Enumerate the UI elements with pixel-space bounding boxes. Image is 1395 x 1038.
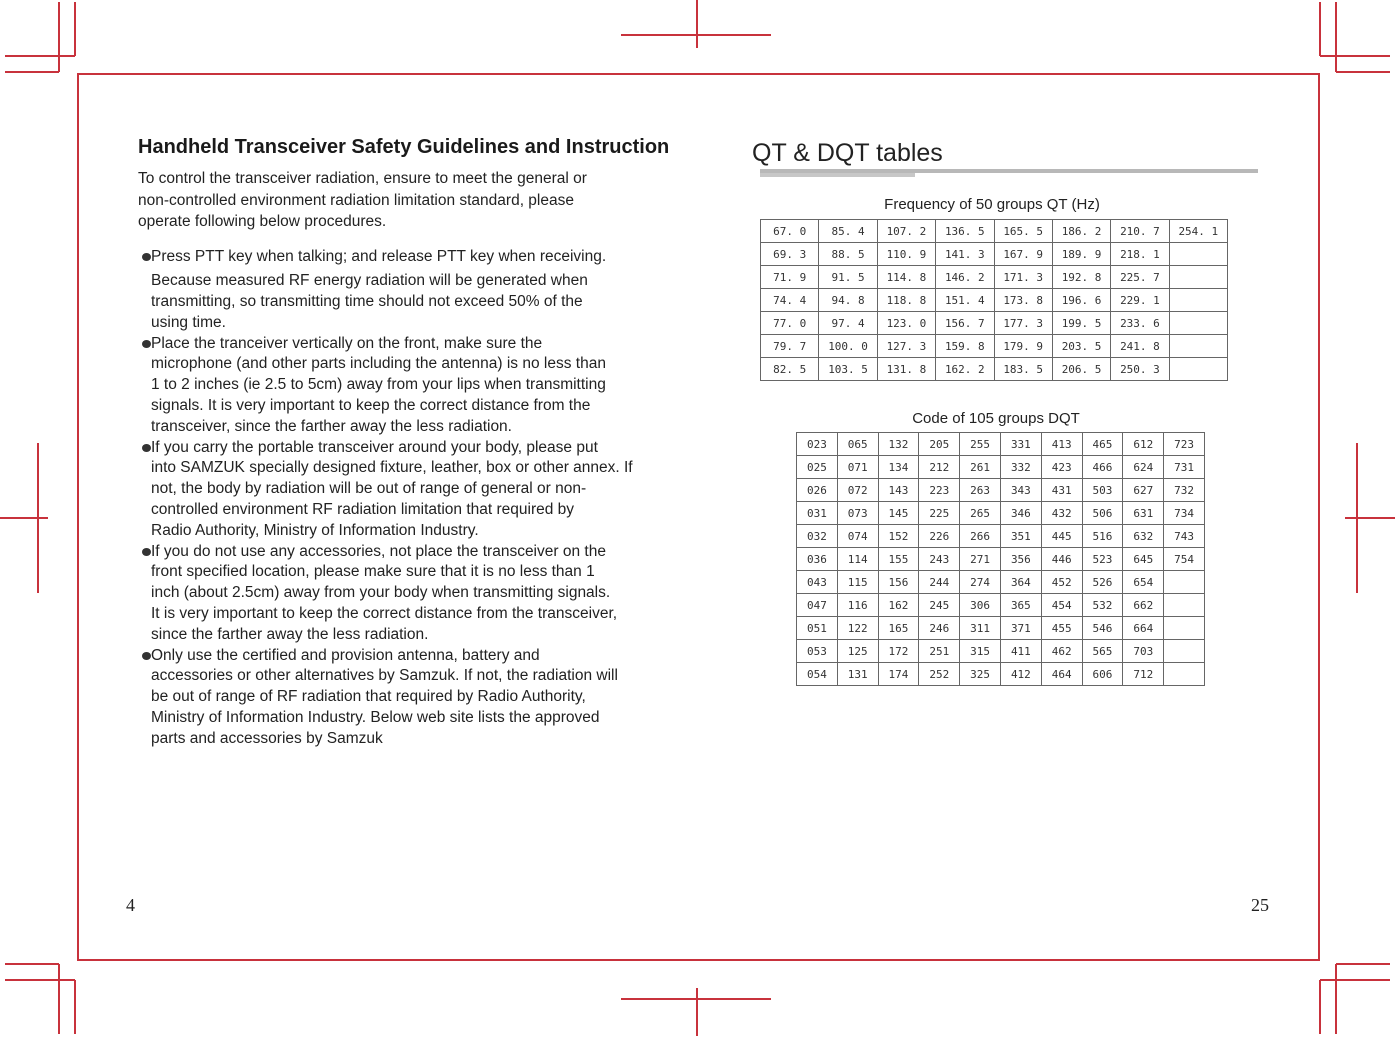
bullet-icon	[142, 253, 151, 261]
table-cell: 251	[919, 640, 960, 663]
table-cell: 054	[797, 663, 838, 686]
table-cell: 172	[878, 640, 919, 663]
table-cell: 212	[919, 456, 960, 479]
guideline-list	[138, 247, 683, 750]
guideline-line: It is very important to keep the correct distance from the transceiver,	[151, 605, 618, 623]
table-cell: 252	[919, 663, 960, 686]
table-cell: 162. 2	[936, 358, 994, 381]
guideline-line: Because measured RF energy radiation will be generated when	[151, 272, 588, 290]
guideline-line: not, the body by radiation will be out of range of general or non-	[151, 480, 587, 498]
table-cell: 132	[878, 433, 919, 456]
table-cell: 306	[960, 594, 1001, 617]
table-cell: 565	[1082, 640, 1123, 663]
table-cell: 245	[919, 594, 960, 617]
table-row	[797, 502, 1205, 525]
guideline-item	[138, 334, 683, 438]
table-cell: 205	[919, 433, 960, 456]
table-cell: 145	[878, 502, 919, 525]
guideline-line: front specified location, please make sure that it is no less than 1	[151, 563, 595, 581]
guideline-item	[138, 438, 683, 542]
table-cell: 526	[1082, 571, 1123, 594]
table-cell: 127. 3	[877, 335, 935, 358]
table-cell: 712	[1123, 663, 1164, 686]
guideline-line: Radio Authority, Ministry of Information Industry.	[151, 521, 479, 539]
right-page-number: 25	[1251, 895, 1269, 915]
intro-paragraph	[138, 168, 683, 233]
guideline-line: 1 to 2 inches (ie 2.5 to 5cm) away from your lips when transmitting	[151, 376, 606, 394]
table-cell: 131	[837, 663, 878, 686]
table-cell: 266	[960, 525, 1001, 548]
table-cell: 261	[960, 456, 1001, 479]
table-cell: 331	[1000, 433, 1041, 456]
table-cell: 103. 5	[819, 358, 877, 381]
table-cell: 503	[1082, 479, 1123, 502]
table-cell: 151. 4	[936, 289, 994, 312]
table-cell: 244	[919, 571, 960, 594]
table-cell: 053	[797, 640, 838, 663]
guideline-line: transceiver, since the farther away the less radiation.	[151, 417, 512, 435]
table-cell: 122	[837, 617, 878, 640]
table-cell: 131. 8	[877, 358, 935, 381]
table-cell: 071	[837, 456, 878, 479]
table-cell: 455	[1041, 617, 1082, 640]
table-cell: 218. 1	[1111, 243, 1169, 266]
section-title: Handheld Transceiver Safety Guidelines and Instruction	[138, 136, 670, 158]
table-cell: 454	[1041, 594, 1082, 617]
table-cell: 432	[1041, 502, 1082, 525]
table-cell: 116	[837, 594, 878, 617]
table-cell: 023	[797, 433, 838, 456]
table-cell: 506	[1082, 502, 1123, 525]
table-cell: 734	[1164, 502, 1205, 525]
table-cell: 71. 9	[761, 266, 819, 289]
table-cell: 612	[1123, 433, 1164, 456]
table-cell: 532	[1082, 594, 1123, 617]
table-cell: 241. 8	[1111, 335, 1169, 358]
table-row	[797, 594, 1205, 617]
table-cell: 94. 8	[819, 289, 877, 312]
table-cell: 411	[1000, 640, 1041, 663]
table-cell: 631	[1123, 502, 1164, 525]
table-cell	[1169, 312, 1227, 335]
table-cell: 624	[1123, 456, 1164, 479]
table-cell: 074	[837, 525, 878, 548]
table-cell: 97. 4	[819, 312, 877, 335]
guideline-line: inch (about 2.5cm) away from your body when transmitting signals.	[151, 584, 611, 602]
table-cell	[1169, 335, 1227, 358]
table-row	[797, 663, 1205, 686]
table-cell: 413	[1041, 433, 1082, 456]
table-cell: 274	[960, 571, 1001, 594]
table-cell: 125	[837, 640, 878, 663]
table-cell: 632	[1123, 525, 1164, 548]
qt-table-caption: Frequency of 50 groups QT (Hz)	[884, 196, 1100, 213]
table-cell	[1164, 640, 1205, 663]
table-cell: 654	[1123, 571, 1164, 594]
table-cell: 171. 3	[994, 266, 1052, 289]
table-cell: 025	[797, 456, 838, 479]
table-cell: 79. 7	[761, 335, 819, 358]
table-cell: 462	[1041, 640, 1082, 663]
table-cell: 431	[1041, 479, 1082, 502]
table-cell: 69. 3	[761, 243, 819, 266]
table-cell: 243	[919, 548, 960, 571]
table-cell	[1169, 243, 1227, 266]
table-cell: 072	[837, 479, 878, 502]
intro-line: operate following below procedures.	[138, 213, 387, 230]
table-cell: 246	[919, 617, 960, 640]
table-cell	[1164, 594, 1205, 617]
table-cell: 88. 5	[819, 243, 877, 266]
table-row	[797, 640, 1205, 663]
table-cell: 192. 8	[1052, 266, 1110, 289]
table-cell: 516	[1082, 525, 1123, 548]
table-cell: 186. 2	[1052, 220, 1110, 243]
table-cell: 110. 9	[877, 243, 935, 266]
table-cell: 263	[960, 479, 1001, 502]
table-cell: 174	[878, 663, 919, 686]
table-cell: 265	[960, 502, 1001, 525]
guideline-line: accessories or other alternatives by Samzuk. If not, the radiation will	[151, 667, 618, 685]
guideline-line: microphone (and other parts including the antenna) is no less than	[151, 355, 606, 373]
dqt-table-caption: Code of 105 groups DQT	[912, 410, 1080, 427]
table-row	[797, 525, 1205, 548]
guideline-line: using time.	[151, 313, 226, 331]
intro-line: To control the transceiver radiation, ensure to meet the general or	[138, 170, 587, 187]
table-cell: 156	[878, 571, 919, 594]
table-row	[797, 571, 1205, 594]
table-cell: 143	[878, 479, 919, 502]
table-cell: 446	[1041, 548, 1082, 571]
table-cell: 606	[1082, 663, 1123, 686]
table-cell: 134	[878, 456, 919, 479]
table-row	[761, 289, 1228, 312]
table-cell	[1169, 358, 1227, 381]
table-cell: 723	[1164, 433, 1205, 456]
table-cell: 731	[1164, 456, 1205, 479]
table-cell: 465	[1082, 433, 1123, 456]
qt-frequency-table	[760, 219, 1228, 381]
guideline-line: signals. It is very important to keep the correct distance from the	[151, 397, 591, 415]
table-cell: 156. 7	[936, 312, 994, 335]
table-cell: 118. 8	[877, 289, 935, 312]
table-cell	[1164, 617, 1205, 640]
table-cell: 123. 0	[877, 312, 935, 335]
table-cell: 743	[1164, 525, 1205, 548]
table-cell: 155	[878, 548, 919, 571]
table-cell: 645	[1123, 548, 1164, 571]
bullet-icon	[142, 652, 151, 660]
table-cell: 210. 7	[1111, 220, 1169, 243]
table-cell: 177. 3	[994, 312, 1052, 335]
table-cell: 073	[837, 502, 878, 525]
table-cell: 146. 2	[936, 266, 994, 289]
table-cell: 466	[1082, 456, 1123, 479]
table-cell	[1164, 571, 1205, 594]
guideline-line: Only use the certified and provision antenna, battery and	[151, 646, 540, 664]
table-cell: 179. 9	[994, 335, 1052, 358]
table-cell	[1169, 289, 1227, 312]
table-row	[761, 220, 1228, 243]
table-cell: 662	[1123, 594, 1164, 617]
table-cell: 225. 7	[1111, 266, 1169, 289]
table-cell: 225	[919, 502, 960, 525]
table-cell: 233. 6	[1111, 312, 1169, 335]
table-cell: 136. 5	[936, 220, 994, 243]
table-cell: 165	[878, 617, 919, 640]
table-cell: 203. 5	[1052, 335, 1110, 358]
table-cell: 152	[878, 525, 919, 548]
table-cell: 229. 1	[1111, 289, 1169, 312]
table-cell: 167. 9	[994, 243, 1052, 266]
table-cell: 223	[919, 479, 960, 502]
table-cell: 051	[797, 617, 838, 640]
table-row	[797, 433, 1205, 456]
intro-line: non-controlled environment radiation limitation standard, please	[138, 191, 574, 209]
table-cell: 356	[1000, 548, 1041, 571]
table-row	[797, 617, 1205, 640]
table-cell: 77. 0	[761, 312, 819, 335]
table-cell: 162	[878, 594, 919, 617]
table-cell: 031	[797, 502, 838, 525]
table-row	[797, 548, 1205, 571]
table-cell: 371	[1000, 617, 1041, 640]
table-cell: 206. 5	[1052, 358, 1110, 381]
table-cell: 032	[797, 525, 838, 548]
table-cell: 664	[1123, 617, 1164, 640]
guideline-line: Ministry of Information Industry. Below web site lists the approved	[151, 709, 600, 727]
table-row	[797, 479, 1205, 502]
table-cell: 546	[1082, 617, 1123, 640]
table-cell: 364	[1000, 571, 1041, 594]
guideline-line: Place the tranceiver vertically on the front, make sure the	[151, 334, 543, 352]
guideline-item	[138, 646, 683, 750]
dqt-code-table	[796, 432, 1205, 686]
table-cell: 464	[1041, 663, 1082, 686]
guideline-item	[138, 247, 683, 334]
table-cell: 196. 6	[1052, 289, 1110, 312]
bullet-icon	[142, 340, 151, 348]
guideline-line: be out of range of RF radiation that required by Radio Authority,	[151, 688, 586, 706]
table-cell: 311	[960, 617, 1001, 640]
table-cell: 114. 8	[877, 266, 935, 289]
table-cell: 100. 0	[819, 335, 877, 358]
table-row	[761, 358, 1228, 381]
table-cell: 332	[1000, 456, 1041, 479]
tables-title: QT & DQT tables	[752, 139, 943, 167]
guideline-line: If you do not use any accessories, not place the transceiver on the	[151, 542, 606, 560]
table-cell: 523	[1082, 548, 1123, 571]
table-cell: 115	[837, 571, 878, 594]
table-cell: 627	[1123, 479, 1164, 502]
table-cell: 255	[960, 433, 1001, 456]
table-cell: 107. 2	[877, 220, 935, 243]
table-row	[797, 456, 1205, 479]
guideline-line: into SAMZUK specially designed fixture, leather, box or other annex. If	[151, 459, 633, 477]
safety-guidelines-section	[138, 135, 683, 750]
table-cell: 351	[1000, 525, 1041, 548]
guideline-line: transmitting, so transmitting time should not exceed 50% of the	[151, 293, 583, 311]
table-cell: 173. 8	[994, 289, 1052, 312]
table-cell: 159. 8	[936, 335, 994, 358]
table-cell: 047	[797, 594, 838, 617]
table-cell: 325	[960, 663, 1001, 686]
table-cell: 043	[797, 571, 838, 594]
table-cell: 754	[1164, 548, 1205, 571]
left-page-number: 4	[126, 895, 135, 915]
guideline-line: since the farther away the less radiation.	[151, 625, 429, 643]
guideline-line: Press PTT key when talking; and release PTT key when receiving.	[151, 247, 607, 265]
table-cell: 67. 0	[761, 220, 819, 243]
table-cell: 026	[797, 479, 838, 502]
table-cell: 271	[960, 548, 1001, 571]
table-cell: 732	[1164, 479, 1205, 502]
table-row	[761, 312, 1228, 335]
table-cell: 199. 5	[1052, 312, 1110, 335]
table-cell: 165. 5	[994, 220, 1052, 243]
table-cell	[1169, 266, 1227, 289]
guideline-line: parts and accessories by Samzuk	[151, 729, 383, 747]
table-cell: 250. 3	[1111, 358, 1169, 381]
table-row	[761, 266, 1228, 289]
table-row	[761, 335, 1228, 358]
guideline-line: If you carry the portable transceiver around your body, please put	[151, 438, 598, 456]
table-cell: 141. 3	[936, 243, 994, 266]
table-cell: 445	[1041, 525, 1082, 548]
table-cell: 85. 4	[819, 220, 877, 243]
table-cell: 189. 9	[1052, 243, 1110, 266]
table-cell: 365	[1000, 594, 1041, 617]
table-cell: 226	[919, 525, 960, 548]
table-cell: 065	[837, 433, 878, 456]
table-row	[761, 243, 1228, 266]
table-cell: 114	[837, 548, 878, 571]
table-cell: 183. 5	[994, 358, 1052, 381]
bullet-icon	[142, 548, 151, 556]
table-cell: 82. 5	[761, 358, 819, 381]
title-underline	[760, 169, 1258, 173]
table-cell: 423	[1041, 456, 1082, 479]
table-cell: 343	[1000, 479, 1041, 502]
table-cell: 74. 4	[761, 289, 819, 312]
table-cell: 315	[960, 640, 1001, 663]
table-cell: 91. 5	[819, 266, 877, 289]
table-cell: 254. 1	[1169, 220, 1227, 243]
bullet-icon	[142, 444, 151, 452]
guideline-item	[138, 542, 683, 646]
table-cell: 703	[1123, 640, 1164, 663]
table-cell	[1164, 663, 1205, 686]
guideline-line: controlled environment RF radiation limitation that required by	[151, 501, 575, 519]
table-cell: 346	[1000, 502, 1041, 525]
table-cell: 412	[1000, 663, 1041, 686]
table-cell: 452	[1041, 571, 1082, 594]
table-cell: 036	[797, 548, 838, 571]
